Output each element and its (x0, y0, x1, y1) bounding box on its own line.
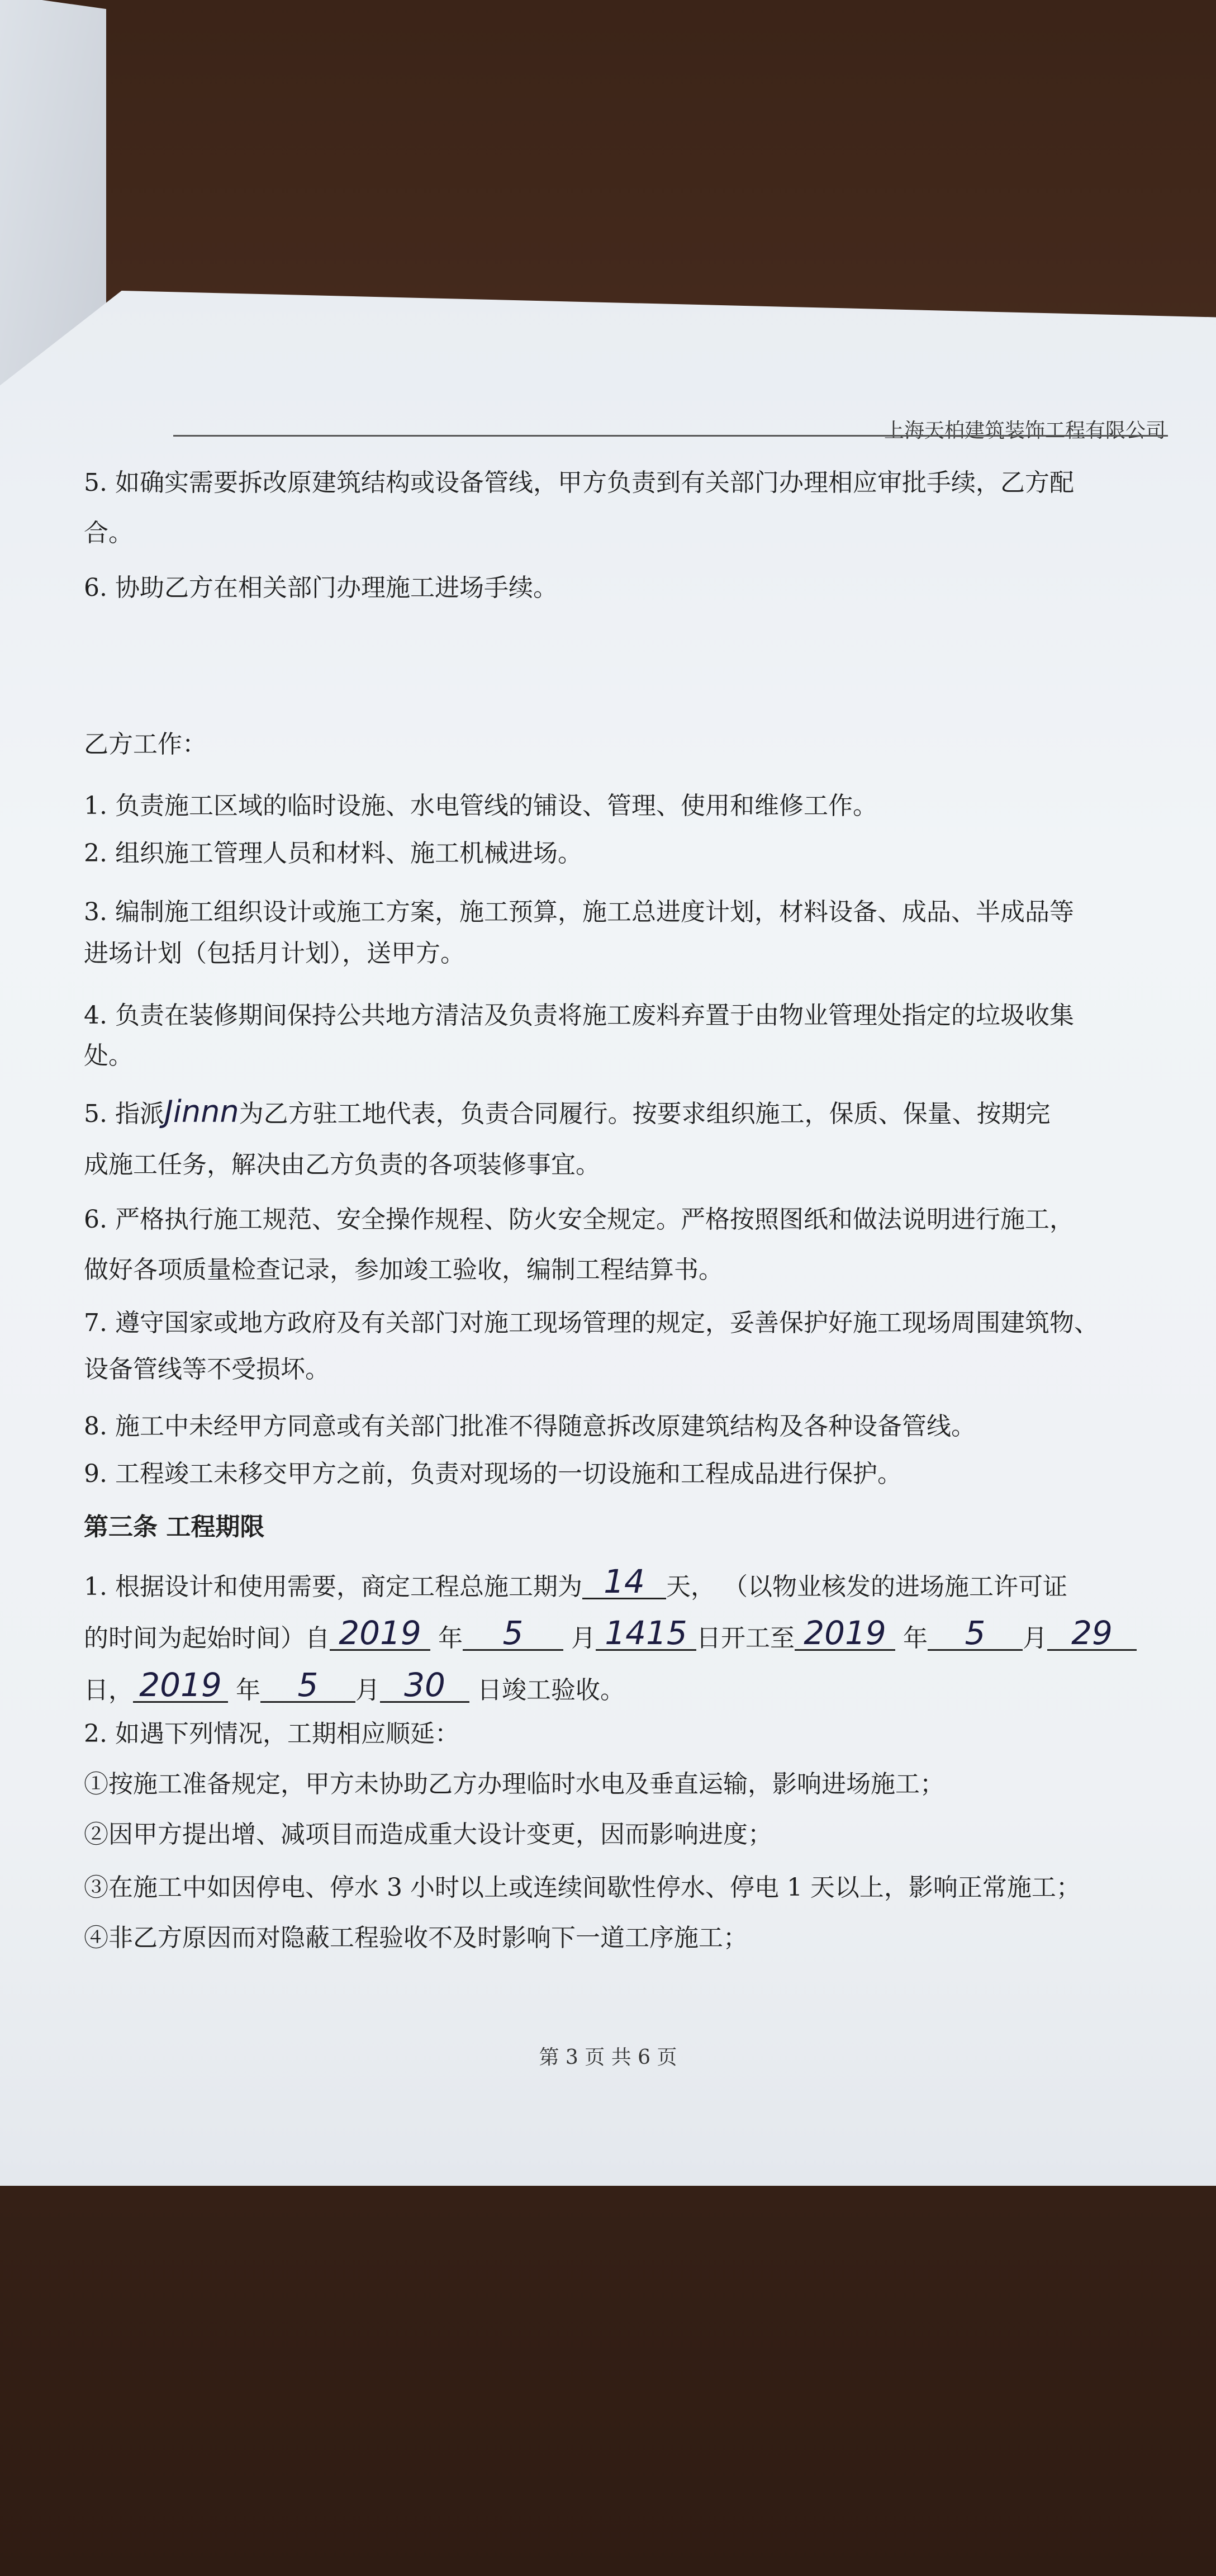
start-day-field: 1415 (596, 1617, 696, 1651)
unit-day: 日， (84, 1676, 133, 1704)
party-b-line: 3. 编制施工组织设计或施工方案，施工预算，施工总进度计划，材料设备、成品、半成品等 (84, 898, 1074, 926)
party-b-line: 成施工任务，解决由乙方负责的各项装修事宜。 (84, 1150, 600, 1179)
start-year-field: 2019 (330, 1617, 430, 1651)
delay-item: ③在施工中如因停电、停水 3 小时以上或连续间歇性停水、停电 1 天以上，影响正常施工； (84, 1873, 1081, 1902)
company-header: 上海天柏建筑装饰工程有限公司 (884, 419, 1166, 442)
delay-item: ④非乙方原因而对隐蔽工程验收不及时影响下一道工序施工； (84, 1924, 748, 1952)
acceptance-year-field: 2019 (133, 1669, 228, 1703)
end-day-field: 29 (1047, 1617, 1137, 1651)
term-text: 日竣工验收。 (477, 1676, 625, 1704)
party-b-line: 1. 负责施工区域的临时设施、水电管线的铺设、管理、使用和维修工作。 (84, 792, 877, 820)
unit-month: 月 (1023, 1624, 1047, 1652)
party-b-item5 (84, 1094, 1051, 1129)
end-month-field: 5 (928, 1617, 1023, 1651)
delay-title: 2. 如遇下列情况，工期相应顺延： (84, 1720, 459, 1748)
start-month-field: 5 (463, 1617, 563, 1651)
acceptance-month-field: 5 (260, 1669, 355, 1703)
party-b-line: 8. 施工中未经甲方同意或有关部门批准不得随意拆改原建筑结构及各种设备管线。 (84, 1412, 976, 1441)
unit-month: 月 (355, 1676, 380, 1704)
party-a-line: 6. 协助乙方在相关部门办理施工进场手续。 (84, 574, 558, 602)
party-b-line: 4. 负责在装修期间保持公共地方清洁及负责将施工废料弃置于由物业管理处指定的垃圾收集 (84, 1001, 1074, 1030)
party-b-line: 做好各项质量检查记录，参加竣工验收，编制工程结算书。 (84, 1256, 723, 1284)
term-line-2 (84, 1614, 1137, 1652)
term-line-1 (84, 1562, 1067, 1601)
item5-prefix: 5. 指派 (84, 1100, 164, 1128)
party-a-line: 合。 (84, 519, 133, 547)
party-b-line: 9. 工程竣工未移交甲方之前，负责对现场的一切设施和工程成品进行保护。 (84, 1460, 902, 1488)
page-footer: 第 3 页 共 6 页 (539, 2046, 677, 2069)
duration-field: 14 (582, 1565, 666, 1599)
unit-year: 年 (903, 1624, 928, 1652)
party-b-line: 处。 (84, 1041, 133, 1070)
party-b-line: 设备管线等不受损坏。 (84, 1355, 330, 1384)
term-text: 天， （以物业核发的进场施工许可证 (666, 1573, 1067, 1601)
end-year-field: 2019 (795, 1617, 895, 1651)
acceptance-day-field: 30 (380, 1669, 469, 1703)
unit-year: 年 (438, 1624, 463, 1652)
unit-year: 年 (236, 1676, 260, 1704)
item5-suffix: 为乙方驻工地代表，负责合同履行。按要求组织施工，保质、保量、按期完 (239, 1100, 1051, 1128)
party-b-title: 乙方工作： (84, 730, 207, 759)
term-text: 1. 根据设计和使用需要，商定工程总施工期为 (84, 1573, 582, 1601)
term-text: 的时间为起始时间）自 (84, 1624, 330, 1652)
unit-month: 月 (571, 1624, 596, 1652)
term-text: 日开工至 (696, 1624, 795, 1652)
header-rule (173, 435, 1168, 437)
delay-item: ②因甲方提出增、减项目而造成重大设计变更，因而影响进度； (84, 1820, 772, 1849)
handwritten-representative-name: Jinnn (164, 1094, 239, 1129)
party-b-line: 2. 组织施工管理人员和材料、施工机械进场。 (84, 839, 582, 868)
term-line-3 (84, 1666, 625, 1704)
party-b-line: 进场计划（包括月计划），送甲方。 (84, 939, 465, 968)
party-b-line: 6. 严格执行施工规范、安全操作规程、防火安全规定。严格按照图纸和做法说明进行施工， (84, 1205, 1074, 1234)
party-b-line: 7. 遵守国家或地方政府及有关部门对施工现场管理的规定，妥善保护好施工现场周围建筑物、 (84, 1309, 1099, 1337)
article3-title: 第三条 工程期限 (84, 1513, 265, 1541)
delay-item: ①按施工准备规定，甲方未协助乙方办理临时水电及垂直运输，影响进场施工； (84, 1770, 944, 1798)
party-a-line: 5. 如确实需要拆改原建筑结构或设备管线，甲方负责到有关部门办理相应审批手续，乙方配 (84, 468, 1074, 497)
